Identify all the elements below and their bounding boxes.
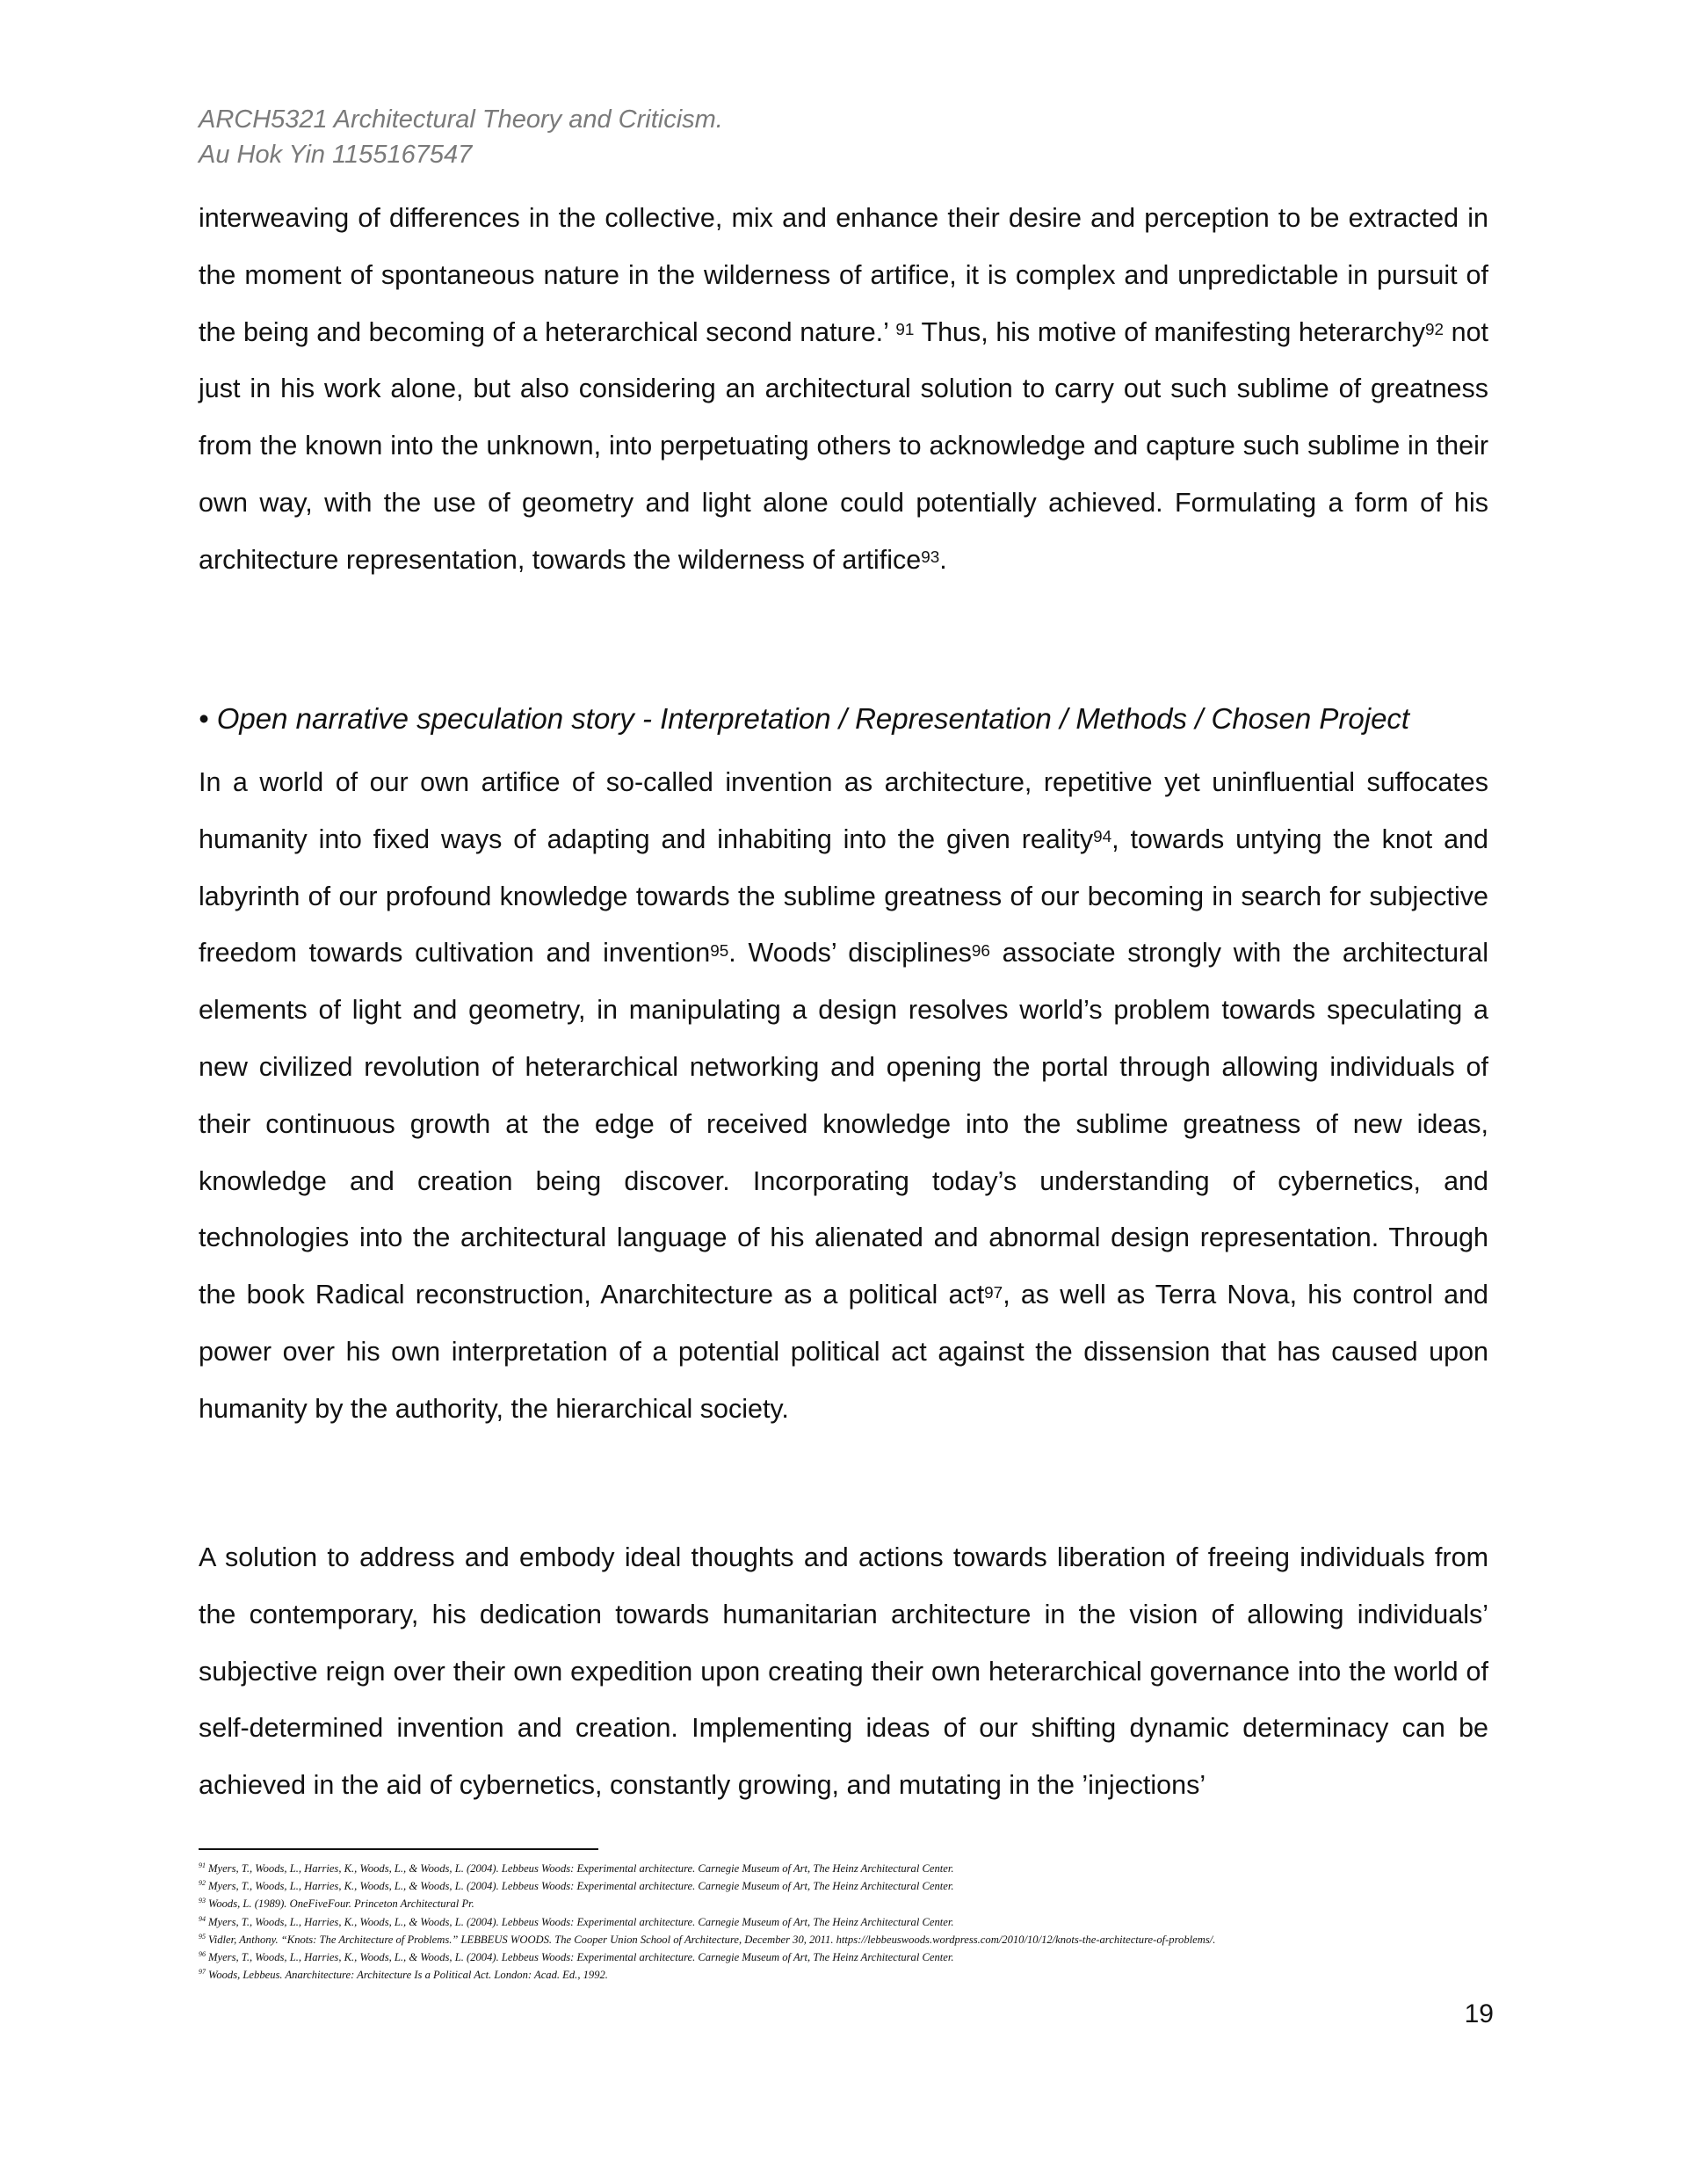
- footnote-text: Woods, L. (1989). OneFiveFour. Princeton Architectural Pr.: [208, 1897, 474, 1911]
- paragraph-2-text: In a world of our own artifice of so-called invention as architecture, repetitive yet uninfluential suffocates humanity into fixed ways of adapting and inhabiting into the given reality: [199, 767, 1488, 854]
- footnote-number: 93: [199, 1897, 206, 1905]
- footnote-number: 91: [199, 1861, 206, 1869]
- footnote-text: Myers, T., Woods, L., Harries, K., Woods, L., & Woods, L. (2004). Lebbeus Woods: Experimental architecture. Carnegie Museum of Art, The Heinz Architectural Center.: [208, 1862, 954, 1875]
- footnote-ref-95[interactable]: 95: [710, 941, 729, 961]
- header-author: Au Hok Yin 1155167547: [199, 141, 473, 169]
- footnote-item: [199, 1914, 1488, 1932]
- paragraph-1: [199, 190, 1488, 589]
- footnote-number: 97: [199, 1968, 206, 1977]
- page-number: 19: [1464, 1999, 1494, 2028]
- paragraph-3: [199, 1529, 1488, 1814]
- paragraph-1-text: interweaving of differences in the collective, mix and enhance their desire and perception to be extracted in the moment of spontaneous nature in the wilderness of artifice, it is complex and unpredictable in pursuit of the being and becoming of a heterarchical second nature.’: [199, 203, 1488, 347]
- footnote-number: 95: [199, 1932, 206, 1941]
- paragraph-1-text: .: [939, 544, 947, 575]
- footnote-item: [199, 1949, 1488, 1967]
- footnote-ref-93[interactable]: 93: [921, 548, 940, 568]
- footnote-ref-96[interactable]: 96: [971, 941, 990, 961]
- paragraph-2-text: associate strongly with the architectural elements of light and geometry, in manipulating a design resolves world’s problem towards speculating a new civilized revolution of heterarchical networking and opening the portal through allowing individuals of their continuous growth at the edge of received knowledge into the sublime greatness of new ideas, knowledge and creation being discover. Incorporating today’s understanding of cybernetics, and technologies into the architectural language of his alienated and abnormal design representation. Through the book Radical reconstruction, Anarchitecture as a political act: [199, 938, 1489, 1310]
- running-header: [199, 102, 723, 172]
- footnote-ref-97[interactable]: 97: [984, 1283, 1003, 1302]
- footnote-text: Woods, Lebbeus. Anarchitecture: Architecture Is a Political Act. London: Acad. Ed., 1992.: [208, 1969, 608, 1982]
- footnote-divider: [199, 1848, 598, 1850]
- section-heading: • Open narrative speculation story - Interpretation / Representation / Methods / Chosen Project: [199, 702, 1410, 735]
- footnote-number: 92: [199, 1879, 206, 1888]
- footnote-number: 94: [199, 1914, 206, 1923]
- paragraph-1-text: Thus, his motive of manifesting heterarchy: [914, 316, 1425, 347]
- footnote-text: Myers, T., Woods, L., Harries, K., Woods, L., & Woods, L. (2004). Lebbeus Woods: Experimental architecture. Carnegie Museum of Art, The Heinz Architectural Center.: [208, 1880, 954, 1893]
- footnote-item: [199, 1878, 1488, 1896]
- footnote-ref-92[interactable]: 92: [1424, 320, 1444, 339]
- footnote-text: Myers, T., Woods, L., Harries, K., Woods, L., & Woods, L. (2004). Lebbeus Woods: Experimental architecture. Carnegie Museum of Art, The Heinz Architectural Center.: [208, 1915, 954, 1928]
- paragraph-1-text: not just in his work alone, but also considering an architectural solution to carry out such sublime of greatness from the known into the unknown, into perpetuating others to acknowledge and capture such sublime in their own way, with the use of geometry and light alone could potentially achieved. Formulating a form of his architecture representation, towards the wilderness of artifice: [199, 316, 1488, 575]
- footnote-number: 96: [199, 1950, 206, 1959]
- header-course: ARCH5321 Architectural Theory and Criticism.: [199, 105, 723, 134]
- paragraph-2: [199, 754, 1488, 1438]
- paragraph-2-text: . Woods’ disciplines: [728, 938, 972, 969]
- footnote-item: [199, 1932, 1488, 1949]
- paragraph-3-text: A solution to address and embody ideal thoughts and actions towards liberation of freeing individuals from the contemporary, his dedication towards humanitarian architecture in the vision of allowing individuals’ subjective reign over their own expedition upon creating their own heterarchical governance into the world of self-determined invention and creation. Implementing ideas of our shifting dynamic determinacy can be achieved in the aid of cybernetics, constantly growing, and mutating in the ’injections’: [199, 1542, 1488, 1801]
- footnotes: [199, 1861, 1488, 1984]
- footnote-item: [199, 1896, 1488, 1913]
- footnote-text: Myers, T., Woods, L., Harries, K., Woods, L., & Woods, L. (2004). Lebbeus Woods: Experimental architecture. Carnegie Museum of Art, The Heinz Architectural Center.: [208, 1951, 954, 1964]
- footnote-item: [199, 1967, 1488, 1984]
- footnote-item: [199, 1861, 1488, 1878]
- footnote-ref-94[interactable]: 94: [1093, 828, 1112, 847]
- footnote-text[interactable]: Vidler, Anthony. “Knots: The Architecture of Problems.” LEBBEUS WOODS. The Cooper Union School of Architecture, December 30, 2011. https://lebbeuswoods.wordpress.com/2010/10/12/knots-the-architecture-of-problems/.: [208, 1933, 1216, 1946]
- paragraph-2-text: , as well as Terra Nova, his control and power over his own interpretation of a potential political act against the dissension that has caused upon humanity by the authority, the hierarchical society.: [199, 1280, 1488, 1424]
- paragraph-2-text: , towards untying the knot and labyrinth of our profound knowledge towards the sublime greatness of our becoming in search for subjective freedom towards cultivation and invention: [199, 824, 1488, 969]
- footnote-ref-91[interactable]: 91: [895, 320, 915, 339]
